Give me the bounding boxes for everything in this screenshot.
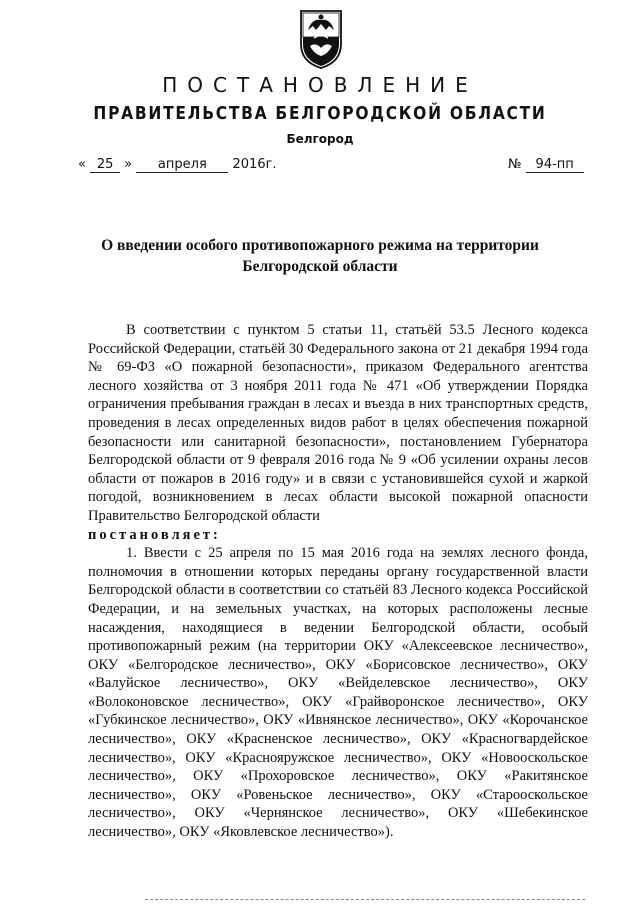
document-type-heading: ПОСТАНОВЛЕНИЕ — [162, 73, 478, 97]
item-1-paragraph: 1. Ввести с 25 апреля по 15 мая 2016 года на землях лесного фонда, полномочия в отношении которых переданы органу государственной власти Белгородской области в соответствии со статьёй 83 Лесного кодекса Российской Федерации, и на земельных участках, на которых расположены лесные насаждения, находящиеся в ведении Белгородской области, особый противопожарный режим (на территории ОКУ «Алексеевское лесничество», ОКУ «Белгородское лесничество», ОКУ «Борисовское лесничество», ОКУ «Валуйское лесничество», ОКУ «Вейделевское лесничество», ОКУ «Волоконовское лесничество», ОКУ «Грайворонское лесничество», ОКУ «Губкинское лесничество», ОКУ «Ивнянское лесничество», ОКУ «Корочанское лесничество», ОКУ «Красненское лесничество», ОКУ «Красногвардейское лесничество», ОКУ «Краснояружское лесничество», ОКУ «Новооскольское лесничество», ОКУ «Прохоровское лесничество», ОКУ «Ракитянское лесничество», ОКУ «Ровеньское лесничество», ОКУ «Старооскольское лесничество», ОКУ «Чернянское лесничество», ОКУ «Шебекинское лесничество», ОКУ «Яковлевское лесничество»). — [88, 545, 588, 841]
date-year: 2016г. — [232, 157, 277, 172]
document-body — [88, 321, 588, 842]
city-name: Белгород — [286, 132, 354, 146]
document-date — [78, 157, 277, 173]
issuing-authority: ПРАВИТЕЛЬСТВА БЕЛГОРОДСКОЙ ОБЛАСТИ — [93, 103, 547, 124]
date-month: апреля — [136, 157, 228, 173]
decree-word: постановляет: — [88, 526, 221, 543]
document-title: О введении особого противопожарного режима на территории Белгородской области — [101, 237, 539, 275]
date-close-quote: » — [124, 157, 133, 172]
document-number — [508, 157, 584, 173]
coat-of-arms-icon — [298, 8, 344, 70]
page-bottom-edge — [145, 899, 585, 902]
number-label: № — [508, 157, 522, 172]
number-value: 94-пп — [526, 157, 584, 173]
preamble-paragraph: В соответствии с пунктом 5 статьи 11, статьёй 53.5 Лесного кодекса Российской Федерации, статьёй 30 Федерального закона от 21 декабря 1994 года № 69-ФЗ «О пожарной безопасности», приказом Федерального агентства лесного хозяйства от 3 ноября 2011 года № 471 «Об утверждении Порядка ограничения пребывания граждан в лесах и въезда в них транспортных средств, проведения в лесах определенных видов работ в целях обеспечения пожарной безопасности или санитарной безопасности», постановлением Губернатора Белгородской области от 9 февраля 2016 года № 9 «Об усилении охраны лесов области от пожаров в 2016 году» и в связи с установившейся сухой и жаркой погодой, возникновением в лесах области высокой пожарной опасности Правительство Белгородской области — [88, 322, 588, 524]
date-day: 25 — [90, 157, 120, 173]
date-open-quote: « — [78, 157, 86, 172]
